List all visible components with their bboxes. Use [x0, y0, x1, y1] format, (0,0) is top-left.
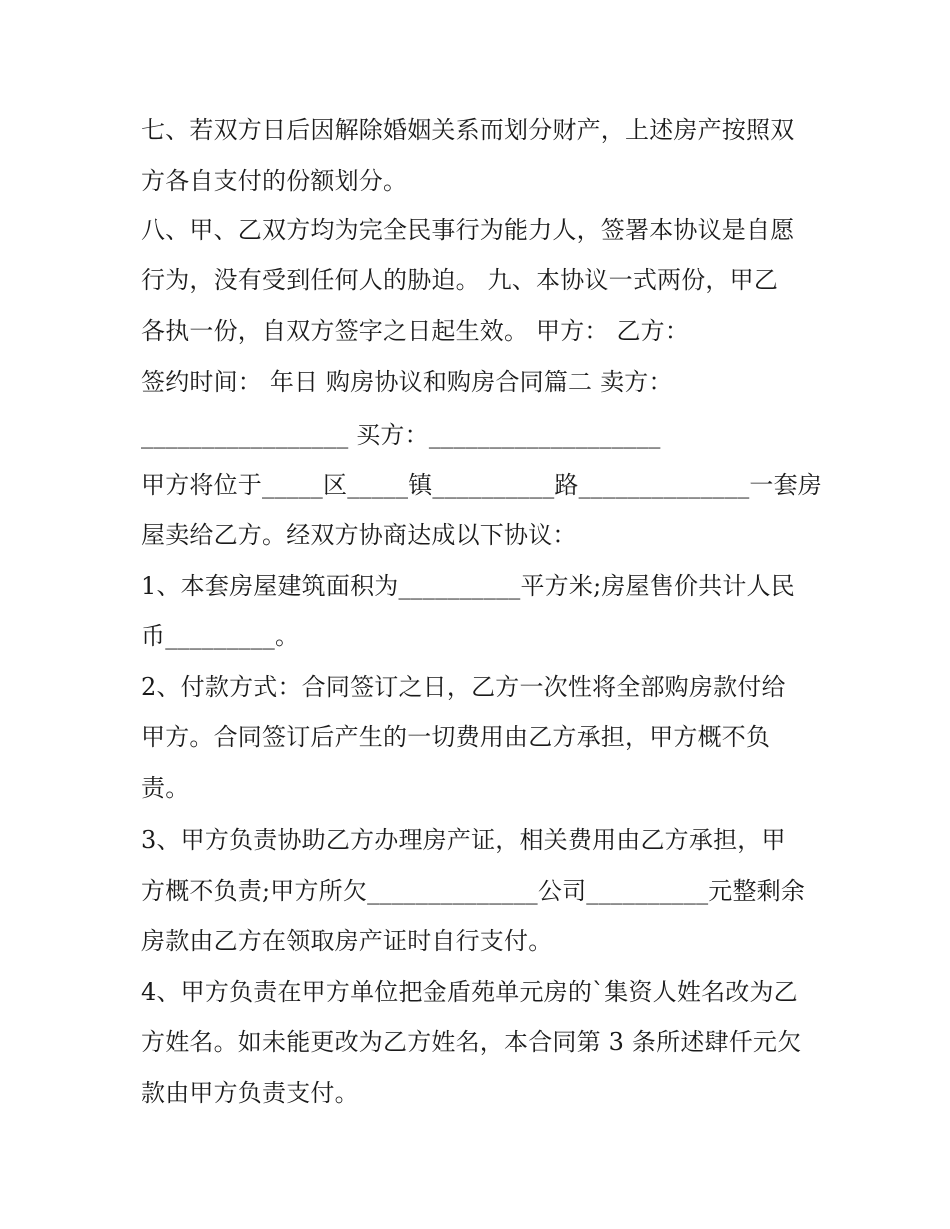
- clause-7-line-1: 七、若双方日后因解除婚姻关系而划分财产，上述房产按照双: [141, 116, 795, 144]
- agreement-intro-line: 屋卖给乙方。经双方协商达成以下协议：: [141, 521, 577, 549]
- signature-parties-line: 各执一份，自双方签字之日起生效。 甲方： 乙方：: [141, 317, 690, 345]
- clause-2-line-3: 责。: [141, 774, 190, 802]
- clause-8-9-line: 行为，没有受到任何人的胁迫。 九、本协议一式两份，甲乙: [141, 266, 779, 294]
- clause-2-line-2: 甲方。合同签订后产生的一切费用由乙方承担，甲方概不负: [141, 723, 771, 751]
- clause-1-line-2: 币_________。: [141, 622, 300, 650]
- signing-date-line: 签约时间： 年日 购房协议和购房合同篇二 卖方：: [141, 368, 673, 396]
- clause-1-line-1: 1、本套房屋建筑面积为__________平方米;房屋售价共计人民: [141, 572, 795, 600]
- clause-3-line-3: 房款由乙方在领取房产证时自行支付。: [141, 927, 553, 955]
- clause-2-line-1: 2、付款方式：合同签订之日，乙方一次性将全部购房款付给: [141, 673, 786, 701]
- clause-4-line-3: 款由甲方负责支付。: [141, 1079, 359, 1107]
- property-location-line: 甲方将位于_____区_____镇__________路______________一套房: [141, 471, 822, 499]
- clause-8-line-1: 八、甲、乙双方均为完全民事行为能力人，签署本协议是自愿: [141, 216, 795, 244]
- clause-3-line-1: 3、甲方负责协助乙方办理房产证，相关费用由乙方承担，甲: [141, 826, 786, 854]
- clause-4-line-1: 4、甲方负责在甲方单位把金盾苑单元房的`集资人姓名改为乙: [141, 978, 798, 1006]
- clause-4-line-2: 方姓名。如未能更改为乙方姓名，本合同第 3 条所述肆仟元欠: [141, 1028, 802, 1056]
- seller-buyer-blanks-line: _________________ 买方：___________________: [141, 421, 661, 449]
- clause-3-line-2: 方概不负责;甲方所欠______________公司__________元整剩余: [141, 877, 806, 905]
- clause-7-line-2: 方各自支付的份额划分。: [141, 167, 408, 195]
